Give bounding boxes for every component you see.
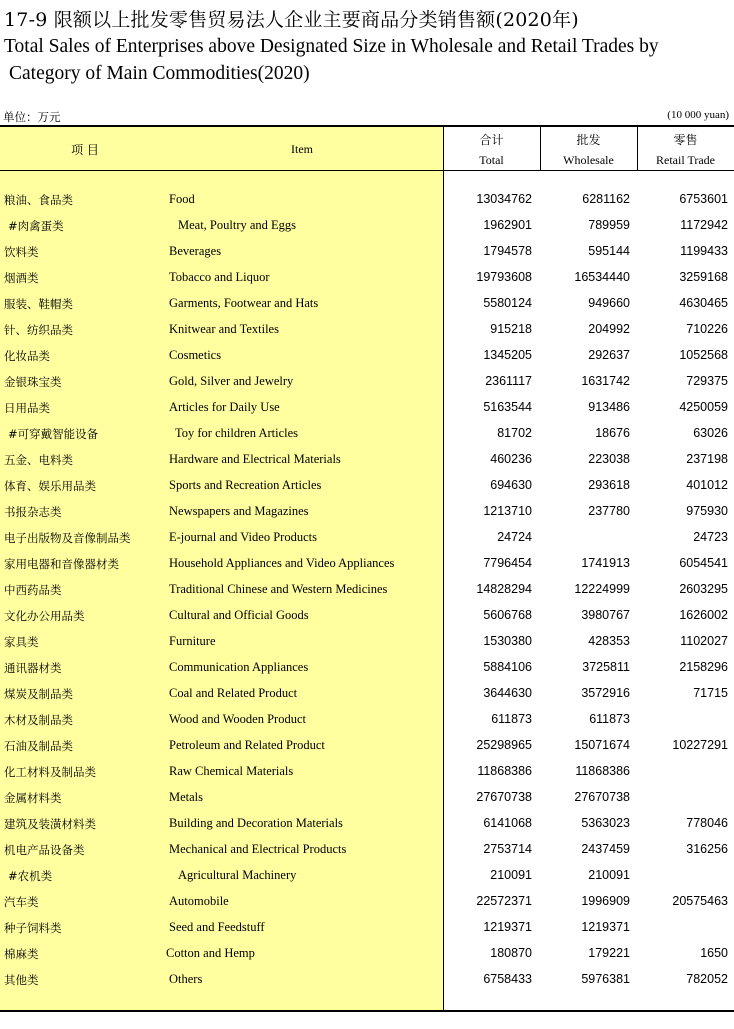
table-row bbox=[0, 214, 734, 240]
table-row bbox=[0, 630, 734, 656]
item-name-en: Raw Chemical Materials bbox=[169, 764, 294, 778]
item-name-en: Communication Appliances bbox=[169, 660, 309, 674]
total-value: 5884106 bbox=[483, 660, 532, 674]
table-row bbox=[0, 604, 734, 630]
wholesale-value: 6281162 bbox=[582, 192, 630, 206]
wholesale-value: 293618 bbox=[588, 478, 630, 492]
wholesale-value: 210091 bbox=[588, 868, 630, 882]
table-row bbox=[0, 942, 734, 968]
item-name-en: E-journal and Video Products bbox=[169, 530, 317, 544]
item-name-cn: 烟酒类 bbox=[4, 271, 39, 285]
total-value: 694630 bbox=[490, 478, 532, 492]
total-value: 13034762 bbox=[476, 192, 532, 206]
retail-value: 24723 bbox=[693, 530, 728, 544]
item-name-cn: 化工材料及制品类 bbox=[4, 765, 96, 779]
wholesale-value: 3572916 bbox=[581, 686, 630, 700]
table-row bbox=[0, 370, 734, 396]
item-name-cn: 种子饲料类 bbox=[4, 921, 62, 935]
item-name-en: Household Appliances and Video Appliances bbox=[169, 556, 395, 570]
header-total-cn: 合计 bbox=[479, 133, 504, 147]
table-row bbox=[0, 188, 734, 214]
retail-value: 4630465 bbox=[679, 296, 728, 310]
header-item-cn: 项 目 bbox=[71, 143, 99, 157]
item-name-en: Building and Decoration Materials bbox=[169, 816, 343, 830]
retail-value: 4250059 bbox=[679, 400, 728, 414]
table-row bbox=[0, 396, 734, 422]
total-value: 3644630 bbox=[483, 686, 532, 700]
total-value: 1345205 bbox=[483, 348, 532, 362]
retail-value: 63026 bbox=[693, 426, 728, 440]
total-value: 19793608 bbox=[476, 270, 532, 284]
total-value: 7796454 bbox=[483, 556, 532, 570]
item-name-en: Toy for children Articles bbox=[175, 426, 299, 440]
item-name-cn: 建筑及装潢材料类 bbox=[4, 817, 96, 831]
table-row bbox=[0, 786, 734, 812]
item-name-en: Traditional Chinese and Western Medicines bbox=[169, 582, 388, 596]
item-name-en: Tobacco and Liquor bbox=[169, 270, 270, 284]
table-row bbox=[0, 916, 734, 942]
total-value: 180870 bbox=[490, 946, 532, 960]
table-row bbox=[0, 708, 734, 734]
unit-label-cn: 单位：万元 bbox=[3, 110, 61, 124]
retail-value: 2603295 bbox=[679, 582, 728, 596]
total-value: 1962901 bbox=[483, 218, 532, 232]
wholesale-value: 5363023 bbox=[581, 816, 630, 830]
wholesale-value: 292637 bbox=[588, 348, 630, 362]
total-value: 11868386 bbox=[477, 764, 532, 778]
item-name-cn: 服装、鞋帽类 bbox=[4, 297, 73, 311]
table-row bbox=[0, 344, 734, 370]
item-name-en: Metals bbox=[169, 790, 204, 804]
total-value: 81702 bbox=[497, 426, 532, 440]
table-row bbox=[0, 448, 734, 474]
retail-value: 1102027 bbox=[680, 634, 728, 648]
item-name-cn: 日用品类 bbox=[4, 401, 50, 415]
wholesale-value: 949660 bbox=[588, 296, 630, 310]
total-value: 611873 bbox=[491, 712, 532, 726]
item-name-cn: 电子出版物及音像制品类 bbox=[4, 531, 131, 545]
table-row bbox=[0, 812, 734, 838]
item-name-en: Gold, Silver and Jewelry bbox=[169, 374, 294, 388]
table-row bbox=[0, 552, 734, 578]
table-row bbox=[0, 266, 734, 292]
item-name-en: Cosmetics bbox=[169, 348, 222, 362]
header-wholesale-cn: 批发 bbox=[576, 133, 601, 147]
total-value: 27670738 bbox=[476, 790, 532, 804]
item-name-cn: 石油及制品类 bbox=[4, 739, 73, 753]
total-value: 1219371 bbox=[483, 920, 532, 934]
total-value: 5163544 bbox=[483, 400, 532, 414]
item-name-cn: 通讯器材类 bbox=[4, 661, 62, 675]
item-name-en: Articles for Daily Use bbox=[169, 400, 280, 414]
total-value: 14828294 bbox=[476, 582, 532, 596]
header-item-en: Item bbox=[291, 142, 313, 156]
item-name-cn: #农机类 bbox=[8, 869, 53, 883]
table-row bbox=[0, 734, 734, 760]
table-row bbox=[0, 422, 734, 448]
table-row bbox=[0, 474, 734, 500]
item-name-en: Sports and Recreation Articles bbox=[169, 478, 322, 492]
wholesale-value: 5976381 bbox=[581, 972, 630, 986]
item-name-cn: 中西药品类 bbox=[4, 583, 62, 597]
total-value: 22572371 bbox=[476, 894, 532, 908]
total-value: 915218 bbox=[490, 322, 532, 336]
retail-value: 1052568 bbox=[679, 348, 728, 362]
total-value: 25298965 bbox=[476, 738, 532, 752]
item-name-en: Agricultural Machinery bbox=[178, 868, 297, 882]
table-row bbox=[0, 656, 734, 682]
wholesale-value: 237780 bbox=[588, 504, 630, 518]
item-name-en: Petroleum and Related Product bbox=[169, 738, 325, 752]
item-name-cn: 木材及制品类 bbox=[4, 713, 73, 727]
item-name-cn: 粮油、食品类 bbox=[4, 193, 73, 207]
item-name-cn: 针、纺织品类 bbox=[4, 323, 73, 337]
wholesale-value: 913486 bbox=[588, 400, 630, 414]
total-value: 1213710 bbox=[483, 504, 532, 518]
wholesale-value: 611873 bbox=[589, 712, 630, 726]
table-row bbox=[0, 760, 734, 786]
wholesale-value: 428353 bbox=[588, 634, 630, 648]
item-name-en: Coal and Related Product bbox=[169, 686, 298, 700]
item-name-cn: #可穿戴智能设备 bbox=[8, 427, 99, 441]
total-value: 5580124 bbox=[483, 296, 532, 310]
page-title-en-line1: Total Sales of Enterprises above Designated Size in Wholesale and Retail Trades by bbox=[4, 36, 659, 57]
wholesale-value: 2437459 bbox=[581, 842, 630, 856]
wholesale-value: 12224999 bbox=[574, 582, 630, 596]
item-name-cn: #肉禽蛋类 bbox=[8, 219, 64, 233]
table-row bbox=[0, 682, 734, 708]
total-value: 2361117 bbox=[485, 374, 532, 388]
total-value: 210091 bbox=[490, 868, 532, 882]
wholesale-value: 3980767 bbox=[581, 608, 630, 622]
item-name-en: Wood and Wooden Product bbox=[169, 712, 306, 726]
wholesale-value: 1996909 bbox=[581, 894, 630, 908]
retail-value: 782052 bbox=[686, 972, 728, 986]
item-name-en: Others bbox=[169, 972, 203, 986]
item-name-cn: 五金、电料类 bbox=[4, 453, 73, 467]
retail-value: 20575463 bbox=[672, 894, 728, 908]
header-bottom-rule bbox=[0, 170, 734, 171]
wholesale-value: 11868386 bbox=[575, 764, 630, 778]
header-total-en: Total bbox=[479, 153, 504, 167]
wholesale-value: 3725811 bbox=[582, 660, 630, 674]
retail-value: 729375 bbox=[686, 374, 728, 388]
table-row bbox=[0, 240, 734, 266]
table-row bbox=[0, 968, 734, 994]
retail-value: 3259168 bbox=[679, 270, 728, 284]
wholesale-value: 1219371 bbox=[581, 920, 630, 934]
total-value: 6758433 bbox=[483, 972, 532, 986]
item-name-cn: 文化办公用品类 bbox=[4, 609, 85, 623]
item-name-en: Mechanical and Electrical Products bbox=[169, 842, 347, 856]
retail-value: 975930 bbox=[686, 504, 728, 518]
wholesale-value: 1741913 bbox=[581, 556, 630, 570]
table-row bbox=[0, 864, 734, 890]
item-name-cn: 体育、娱乐用品类 bbox=[4, 479, 96, 493]
wholesale-value: 1631742 bbox=[581, 374, 630, 388]
item-name-cn: 煤炭及制品类 bbox=[4, 687, 73, 701]
retail-value: 316256 bbox=[686, 842, 728, 856]
wholesale-value: 789959 bbox=[588, 218, 630, 232]
total-value: 2753714 bbox=[483, 842, 532, 856]
wholesale-value: 15071674 bbox=[574, 738, 630, 752]
retail-value: 6753601 bbox=[679, 192, 728, 206]
item-name-en: Beverages bbox=[169, 244, 222, 258]
wholesale-value: 18676 bbox=[595, 426, 630, 440]
item-name-en: Cultural and Official Goods bbox=[169, 608, 309, 622]
total-value: 5606768 bbox=[483, 608, 532, 622]
table-bottom-rule bbox=[0, 1010, 734, 1012]
retail-value: 1199433 bbox=[680, 244, 728, 258]
wholesale-value: 179221 bbox=[588, 946, 630, 960]
retail-value: 710226 bbox=[686, 322, 728, 336]
retail-value: 2158296 bbox=[679, 660, 728, 674]
table-row bbox=[0, 526, 734, 552]
table-top-rule bbox=[0, 125, 734, 127]
wholesale-value: 16534440 bbox=[574, 270, 630, 284]
item-name-en: Garments, Footwear and Hats bbox=[169, 296, 319, 310]
retail-value: 6054541 bbox=[679, 556, 728, 570]
table-row bbox=[0, 890, 734, 916]
total-value: 24724 bbox=[497, 530, 532, 544]
total-value: 1530380 bbox=[483, 634, 532, 648]
item-name-en: Furniture bbox=[169, 634, 216, 648]
retail-value: 237198 bbox=[686, 452, 728, 466]
retail-value: 1172942 bbox=[680, 218, 728, 232]
page-title-cn: 17-9 限额以上批发零售贸易法人企业主要商品分类销售额(2020年) bbox=[4, 9, 579, 31]
item-name-cn: 棉麻类 bbox=[4, 947, 39, 961]
item-name-en: Food bbox=[169, 192, 195, 206]
total-value: 6141068 bbox=[483, 816, 532, 830]
item-name-cn: 化妆品类 bbox=[4, 349, 50, 363]
item-name-cn: 机电产品设备类 bbox=[4, 843, 85, 857]
item-name-cn: 书报杂志类 bbox=[4, 505, 62, 519]
table-row bbox=[0, 838, 734, 864]
item-name-en: Seed and Feedstuff bbox=[169, 920, 265, 934]
retail-value: 1650 bbox=[700, 946, 728, 960]
total-value: 1794578 bbox=[483, 244, 532, 258]
wholesale-value: 223038 bbox=[588, 452, 630, 466]
item-name-cn: 饮料类 bbox=[4, 245, 39, 259]
item-name-en: Meat, Poultry and Eggs bbox=[178, 218, 297, 232]
table-row bbox=[0, 318, 734, 344]
item-name-en: Automobile bbox=[169, 894, 229, 908]
item-name-en: Newspapers and Magazines bbox=[169, 504, 309, 518]
item-name-cn: 家具类 bbox=[4, 635, 39, 649]
item-name-cn: 金银珠宝类 bbox=[4, 375, 62, 389]
header-retail-cn: 零售 bbox=[673, 133, 698, 147]
wholesale-value: 204992 bbox=[588, 322, 630, 336]
table-row bbox=[0, 578, 734, 604]
retail-value: 1626002 bbox=[679, 608, 728, 622]
item-name-cn: 家用电器和音像器材类 bbox=[4, 557, 119, 571]
retail-value: 10227291 bbox=[672, 738, 728, 752]
item-name-cn: 汽车类 bbox=[4, 895, 39, 909]
header-wholesale-en: Wholesale bbox=[563, 153, 614, 167]
item-name-en: Cotton and Hemp bbox=[166, 946, 255, 960]
header-retail-en: Retail Trade bbox=[656, 153, 715, 167]
wholesale-value: 27670738 bbox=[574, 790, 630, 804]
item-name-cn: 其他类 bbox=[4, 973, 39, 987]
unit-label-en: (10 000 yuan) bbox=[667, 109, 729, 121]
wholesale-value: 595144 bbox=[588, 244, 630, 258]
retail-value: 401012 bbox=[686, 478, 728, 492]
table-row bbox=[0, 292, 734, 318]
retail-value: 71715 bbox=[693, 686, 728, 700]
item-name-cn: 金属材料类 bbox=[4, 791, 62, 805]
item-name-en: Knitwear and Textiles bbox=[169, 322, 279, 336]
retail-value: 778046 bbox=[686, 816, 728, 830]
page-title-en-line2: Category of Main Commodities(2020) bbox=[9, 63, 310, 84]
table-row bbox=[0, 500, 734, 526]
item-name-en: Hardware and Electrical Materials bbox=[169, 452, 341, 466]
total-value: 460236 bbox=[490, 452, 532, 466]
